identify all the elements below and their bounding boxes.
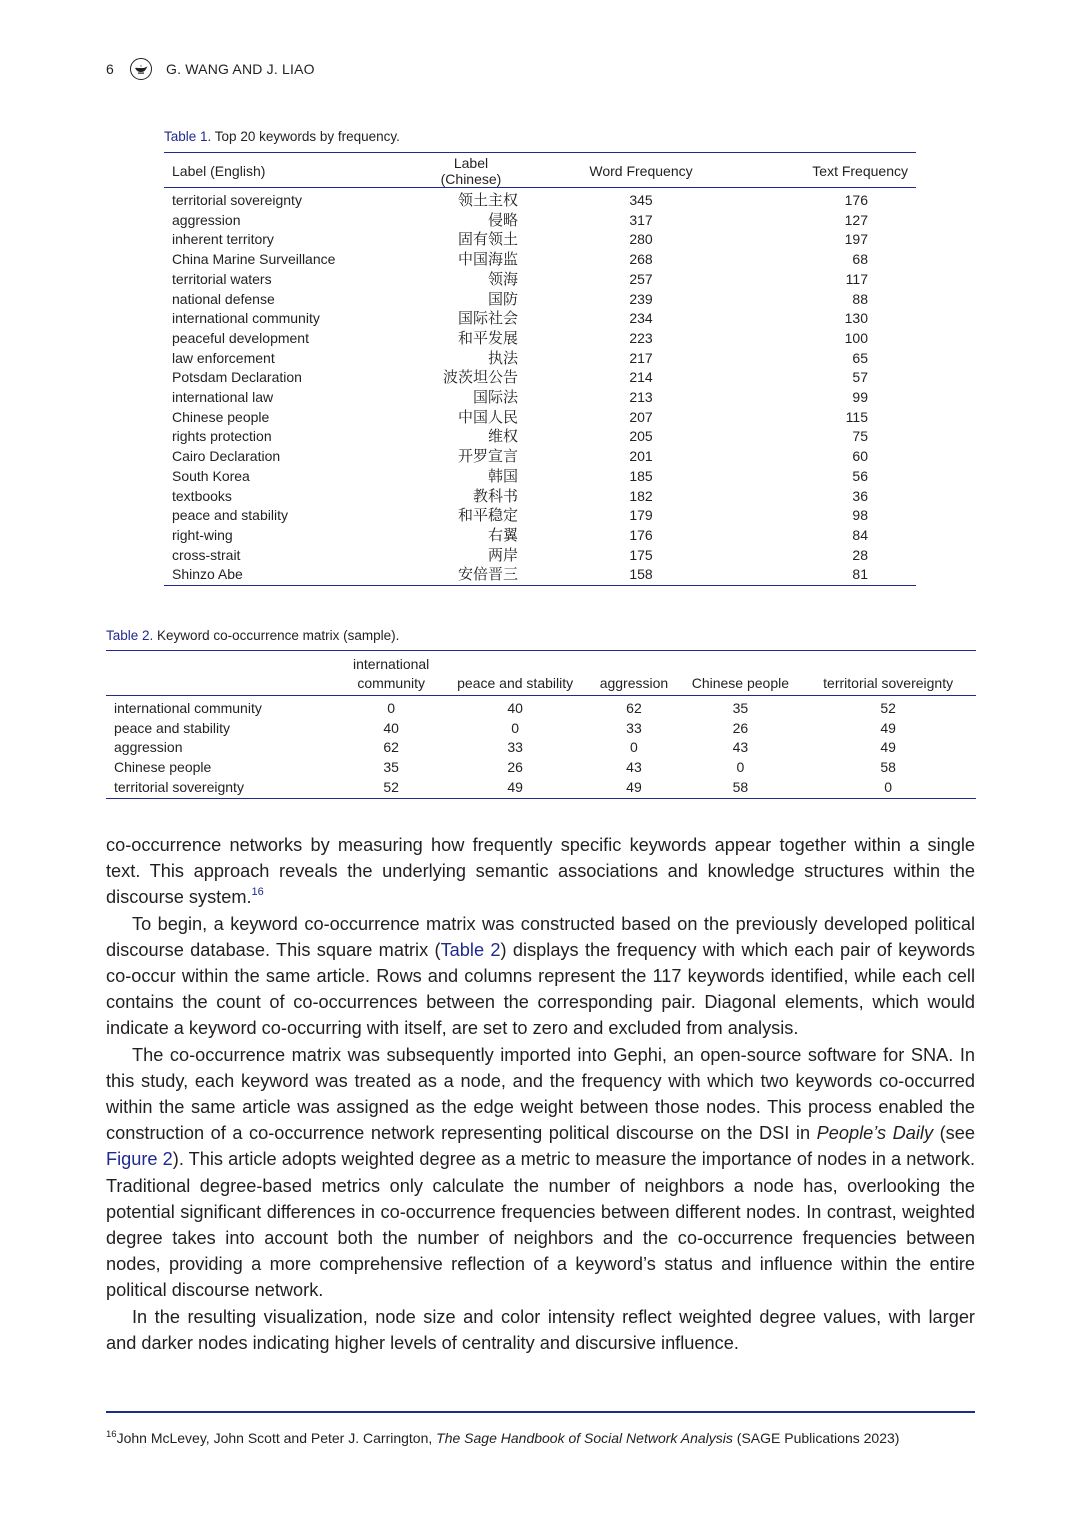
table-row [164, 349, 916, 369]
running-head [106, 58, 315, 80]
paragraph-3-text-before: The co-occurrence matrix was subsequently imported into Gephi, an open-source software for SNA. In this study, each keyword was treated as a node, and the frequency with which two keywords co-occurred within the same article was assigned as the edge weight between those nodes. This process enabled the construction of a co-occurrence network representing political discourse on the DSI in [106, 1044, 975, 1144]
footnote-16 [106, 1430, 899, 1446]
paragraph-3-text-after: ). This article adopts weighted degree as a metric to measure the importance of nodes in a network. Traditional degree-based metrics only calculate the number of neighbors a node has, overlooking the potential significant differences in co-occurrence frequencies between different nodes. In contrast, weighted degree takes into account both the number of neighbors and the co-occurrence frequencies between nodes, providing a more comprehensive reflection of a keyword’s status and influence within the entire political discourse network. [106, 1149, 975, 1301]
peoples-daily-title: People’s Daily [816, 1123, 934, 1144]
cell-text-frequency: 84 [852, 526, 868, 543]
table-row [106, 696, 976, 719]
table2-header-line1: international [353, 656, 430, 672]
table2-header-chinese-people: Chinese people [680, 651, 800, 696]
cell-word-frequency: 345 [629, 192, 653, 208]
cell-word-frequency: 280 [629, 231, 653, 248]
row-header: Chinese people [114, 759, 212, 776]
cell-cooccurrence-count: 58 [732, 778, 749, 795]
cell-chinese-label: 领土主权 [457, 191, 518, 209]
table2-caption-label[interactable]: Table 2. [106, 628, 154, 643]
cell-word-frequency: 185 [629, 467, 653, 484]
row-header: territorial sovereignty [114, 778, 244, 795]
cell-chinese-label: 固有领土 [457, 230, 518, 249]
cell-cooccurrence-count: 43 [732, 739, 749, 756]
table1-caption-text: Top 20 keywords by frequency. [211, 129, 400, 144]
cell-english-label: cross-strait [172, 546, 241, 563]
cell-word-frequency: 223 [629, 329, 653, 346]
cell-chinese-label: 国际社会 [457, 309, 518, 328]
paragraph-4-text: In the resulting visualization, node size and color intensity reflect weighted degree values, with larger and darker nodes indicating higher levels of centrality and discursive influence. [106, 1306, 975, 1353]
row-header: peace and stability [114, 719, 230, 736]
cell-text-frequency: 99 [852, 389, 868, 406]
cell-chinese-label: 侵略 [487, 210, 518, 229]
table2-link[interactable]: Table 2 [440, 939, 501, 960]
table2-header-territorial-sovereignty: territorial sovereignty [800, 651, 976, 696]
cell-english-label: international law [172, 389, 274, 406]
cell-cooccurrence-count: 35 [732, 700, 749, 716]
table1-header-english: Label (English) [164, 153, 416, 188]
cell-word-frequency: 234 [629, 310, 653, 327]
cell-cooccurrence-count: 0 [630, 739, 638, 756]
cell-english-label: territorial sovereignty [172, 192, 302, 208]
cell-word-frequency: 213 [629, 389, 653, 406]
table-row [164, 211, 916, 231]
cell-text-frequency: 65 [852, 349, 868, 366]
cell-cooccurrence-count: 49 [880, 719, 896, 736]
cell-cooccurrence-count: 58 [880, 759, 896, 776]
cell-english-label: Shinzo Abe [172, 566, 243, 583]
cell-english-label: right-wing [172, 526, 233, 543]
cell-chinese-label: 右翼 [487, 525, 518, 544]
cell-text-frequency: 56 [852, 467, 868, 484]
figure2-link[interactable]: Figure 2 [106, 1149, 173, 1170]
cell-text-frequency: 57 [852, 369, 868, 386]
cell-cooccurrence-count: 35 [383, 759, 399, 776]
cell-text-frequency: 130 [844, 310, 868, 327]
cell-text-frequency: 117 [845, 270, 868, 287]
cell-word-frequency: 179 [629, 507, 653, 524]
cell-chinese-label: 国防 [487, 289, 518, 308]
cell-text-frequency: 127 [844, 211, 868, 228]
paragraph-2 [106, 911, 975, 1042]
table-row [164, 329, 916, 349]
table-row [164, 408, 916, 428]
footnote-divider [106, 1411, 975, 1413]
cell-text-frequency: 98 [852, 507, 868, 524]
cell-chinese-label: 中国海监 [457, 250, 518, 269]
table1-header-text-frequency: Text Frequency [756, 153, 916, 188]
cell-english-label: law enforcement [172, 349, 275, 366]
paragraph-2-text-after: ) displays the frequency with which each pair of keywords co-occur within the same article. Rows and columns represent the 117 keywords identified, while each cell contains the count of co-occurrences between the corresponding pair. Diagonal elements, which would indicate a keyword co-occurring with itself, are set to zero and excluded from analysis. [106, 939, 976, 1039]
table-row [164, 388, 916, 408]
cell-cooccurrence-count: 0 [387, 700, 396, 716]
cell-cooccurrence-count: 0 [736, 759, 745, 776]
cell-cooccurrence-count: 49 [507, 778, 523, 795]
table-row [106, 738, 976, 758]
footnote-authors: John McLevey, John Scott and Peter J. Carrington, [116, 1430, 437, 1446]
table2-header-line2: community [357, 675, 425, 691]
table-row [164, 526, 916, 546]
cell-cooccurrence-count: 43 [626, 759, 642, 776]
table2-header-empty [106, 651, 340, 696]
table-row [164, 467, 916, 487]
cell-chinese-label: 执法 [487, 348, 518, 367]
page-number: 6 [106, 61, 114, 77]
row-header: aggression [114, 739, 183, 756]
cell-word-frequency: 176 [629, 526, 653, 543]
cell-text-frequency: 68 [852, 251, 868, 268]
table-row [164, 188, 916, 211]
cell-chinese-label: 领海 [487, 269, 518, 288]
cell-cooccurrence-count: 52 [880, 700, 896, 716]
cell-chinese-label: 开罗宣言 [457, 447, 518, 466]
table-row [106, 778, 976, 798]
footnote-number: 16 [106, 1429, 117, 1440]
cell-chinese-label: 两岸 [487, 545, 518, 564]
cell-english-label: textbooks [172, 487, 232, 504]
cell-text-frequency: 36 [852, 487, 868, 504]
cell-english-label: China Marine Surveillance [172, 251, 336, 268]
cell-english-label: peace and stability [172, 507, 288, 524]
cell-english-label: rights protection [172, 428, 272, 445]
cell-chinese-label: 安倍晋三 [457, 565, 518, 584]
table-row [164, 487, 916, 507]
cell-word-frequency: 182 [629, 487, 653, 504]
cell-english-label: Cairo Declaration [172, 448, 281, 465]
cell-text-frequency: 75 [852, 428, 868, 445]
table2-caption [106, 628, 399, 643]
cell-cooccurrence-count: 33 [626, 719, 642, 736]
table2-header-row [106, 651, 976, 696]
row-header: international community [114, 700, 262, 716]
cell-english-label: peaceful development [172, 329, 309, 346]
cell-cooccurrence-count: 52 [383, 778, 399, 795]
cell-cooccurrence-count: 62 [383, 739, 399, 756]
table-row [164, 427, 916, 447]
cell-text-frequency: 81 [852, 566, 868, 583]
cell-chinese-label: 维权 [487, 427, 518, 446]
cell-text-frequency: 100 [844, 329, 868, 346]
cell-english-label: South Korea [172, 467, 250, 484]
cell-word-frequency: 175 [629, 546, 653, 563]
cell-chinese-label: 和平发展 [457, 328, 518, 347]
table1-caption [164, 129, 400, 144]
table-row [164, 447, 916, 467]
cell-chinese-label: 韩国 [487, 466, 518, 485]
cell-chinese-label: 中国人民 [457, 407, 518, 426]
cell-english-label: Chinese people [172, 408, 270, 425]
cell-english-label: international community [172, 310, 320, 327]
table-row [164, 565, 916, 585]
table-row [164, 309, 916, 329]
cell-english-label: territorial waters [172, 270, 272, 287]
running-head-authors: G. WANG AND J. LIAO [166, 61, 315, 77]
footnote-publisher: (SAGE Publications 2023) [732, 1430, 900, 1446]
cell-cooccurrence-count: 26 [732, 719, 749, 736]
table-row [164, 506, 916, 526]
cell-english-label: national defense [172, 290, 275, 307]
table2-header-international-community [340, 651, 443, 696]
paragraph-1 [106, 832, 975, 911]
cell-cooccurrence-count: 40 [507, 700, 523, 716]
oil-lamp-logo-icon [130, 58, 152, 80]
table-row [106, 719, 976, 739]
cell-text-frequency: 60 [852, 448, 868, 465]
cell-chinese-label: 教科书 [472, 486, 518, 505]
cell-word-frequency: 201 [629, 448, 653, 465]
cell-text-frequency: 176 [844, 192, 868, 208]
cell-word-frequency: 257 [629, 270, 653, 287]
paragraph-1-text: co-occurrence networks by measuring how frequently specific keywords appear together within a single text. This approach reveals the underlying semantic associations and knowledge structures within the discourse system. [106, 835, 975, 908]
table-row [164, 270, 916, 290]
cell-chinese-label: 和平稳定 [457, 506, 518, 525]
table-row [164, 250, 916, 270]
table2-header-aggression: aggression [587, 651, 680, 696]
cell-chinese-label: 国际法 [472, 388, 518, 407]
cell-cooccurrence-count: 0 [511, 719, 520, 736]
cell-word-frequency: 217 [629, 349, 653, 366]
cell-cooccurrence-count: 62 [626, 700, 642, 716]
cell-word-frequency: 317 [629, 211, 653, 228]
table-row [164, 368, 916, 388]
table2-cooccurrence-matrix [106, 650, 976, 799]
table-row [164, 230, 916, 250]
table2-caption-text: Keyword co-occurrence matrix (sample). [153, 628, 400, 643]
cell-english-label: aggression [172, 211, 241, 228]
cell-text-frequency: 28 [852, 546, 868, 563]
footnote-book-title: The Sage Handbook of Social Network Analysis [436, 1430, 733, 1446]
table-row [106, 758, 976, 778]
cell-cooccurrence-count: 49 [626, 778, 642, 795]
table-row [164, 290, 916, 310]
cell-word-frequency: 205 [629, 428, 653, 445]
body-text [106, 832, 975, 1356]
cell-cooccurrence-count: 40 [383, 719, 399, 736]
table1-header-word-frequency: Word Frequency [526, 153, 756, 188]
cell-cooccurrence-count: 0 [884, 778, 893, 795]
paragraph-3 [106, 1042, 975, 1304]
cell-cooccurrence-count: 33 [507, 739, 523, 756]
paragraph-4 [106, 1304, 975, 1356]
table2-header-peace-and-stability: peace and stability [443, 651, 588, 696]
cell-text-frequency: 115 [845, 408, 868, 425]
footnote-ref-16[interactable]: 16 [251, 886, 264, 899]
cell-chinese-label: 波茨坦公告 [442, 368, 518, 387]
cell-text-frequency: 88 [852, 290, 868, 307]
cell-word-frequency: 158 [629, 566, 653, 583]
table1-header-row [164, 153, 916, 188]
cell-english-label: Potsdam Declaration [172, 369, 302, 386]
paragraph-3-text-mid: (see [933, 1123, 976, 1144]
table1-caption-label[interactable]: Table 1. [164, 129, 212, 144]
cell-cooccurrence-count: 26 [507, 759, 523, 776]
cell-text-frequency: 197 [844, 231, 868, 248]
cell-cooccurrence-count: 49 [880, 739, 896, 756]
cell-english-label: inherent territory [172, 231, 274, 248]
table1-keyword-frequency [164, 152, 916, 586]
cell-word-frequency: 214 [629, 369, 653, 386]
cell-word-frequency: 268 [629, 251, 653, 268]
cell-word-frequency: 207 [629, 408, 653, 425]
table-row [164, 546, 916, 566]
paragraph-2-text-before: To begin, a keyword co-occurrence matrix was constructed based on the previously developed political discourse database. This square matrix ( [106, 913, 975, 960]
cell-word-frequency: 239 [629, 290, 653, 307]
table1-header-chinese: Label (Chinese) [416, 153, 526, 188]
